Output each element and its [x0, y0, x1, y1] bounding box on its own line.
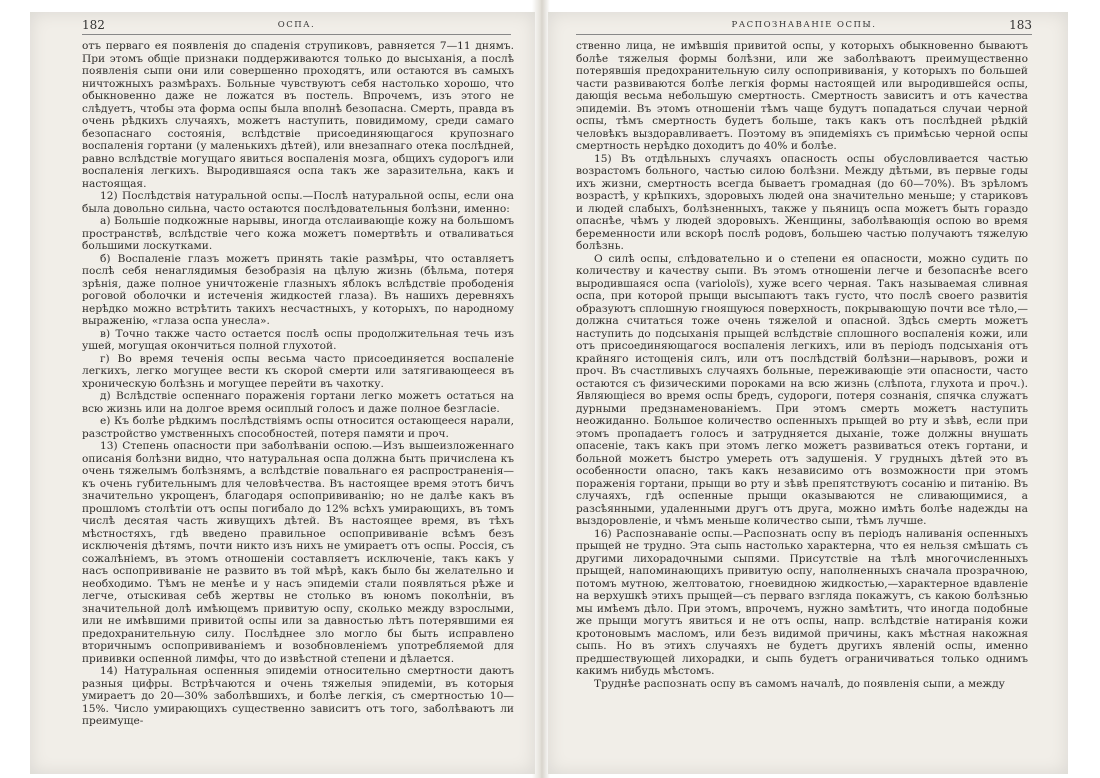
paragraph: ственно лица, не имѣвшія привитой оспы, у которыхъ обыкновенно бываютъ болѣе тяжелыя формы болѣзни, или же заболѣваютъ преимущественно потерявшія предохранительную силу оспопрививанія, у которыхъ по большей части развиваются болѣе легкія формы настоящей или выродившейся оспы, дающія весьма небольшую смертность. Смертность зависитъ и отъ качества эпидеміи. Въ этомъ отношеніи тѣмъ чаще будутъ попадаться случаи черной оспы, тѣмъ смертность будетъ больше, такъ какъ отъ послѣдней рѣдкій человѣкъ выздоравливаетъ. Поэтому въ эпидеміяхъ съ примѣсью черной оспы смертность нерѣдко доходитъ до 40% и болѣе. — [576, 40, 1028, 152]
right-page-body — [576, 40, 1028, 690]
paragraph: 12) Послѣдствія натуральной оспы.—Послѣ натуральной оспы, если она была довольно сильна, часто остаются послѣдовательныя болѣзни, именно: — [82, 190, 514, 215]
right-running-head: РАСПОЗНАВАНІЕ ОСПЫ. — [731, 20, 877, 30]
left-page — [30, 12, 535, 774]
paragraph: б) Воспаленіе глазъ можетъ принять такіе размѣры, что оставляетъ послѣ себя ненаглядимыя безобразія на цѣлую жизнь (бѣльма, потеря зрѣнія, даже полное уничтоженіе глазныхъ яблокъ вслѣдствіе прободенія роговой оболочки и истеченія жидкостей глаза). Въ нашихъ деревняхъ нерѣдко можно встрѣтить такихъ несчастныхъ, у которыхъ, по народному выраженію, «глаза оспа унесла». — [82, 252, 514, 327]
left-page-header — [82, 18, 511, 35]
right-page — [548, 12, 1068, 774]
paragraph: отъ перваго ея появленія до спаденія струпиковъ, равняется 7—11 днямъ. При этомъ общіе признаки поддерживаются только до высыханія, а послѣ появленія сыпи они или совершенно проходятъ, или остаются въ самыхъ ничтожныхъ размѣрахъ. Больные чувствуютъ себя настолько хорошо, что обыкновенно даже не ложатся въ постель. Впрочемъ, изъ этого не слѣдуетъ, чтобы эта форма оспы была вполнѣ безопасна. Смерть, правда въ очень рѣдкихъ случаяхъ, можетъ наступить, повидимому, среди самаго безопаснаго состоянія, вслѣдствіе присоединяющагося крупознаго воспаленія гортани (у маленькихъ дѣтей), или внезапнаго отека послѣдней, равно вслѣдствіе могущаго явиться воспаленія мозга, общихъ судорогъ или воспаленія легкихъ. Выродившаяся оспа такъ же заразительна, какъ и настоящая. — [82, 40, 514, 190]
right-page-number: 183 — [1009, 18, 1032, 32]
paragraph: г) Во время теченія оспы весьма часто присоединяется воспаленіе легкихъ, легко могущее вести къ скорой смерти или затягивающееся въ хроническую болѣзнь и могущее перейти въ чахотку. — [82, 352, 514, 390]
paragraph: 16) Распознаваніе оспы.—Распознать оспу въ періодъ наливанія оспенныхъ прыщей не трудно. Эта сыпь настолько характерна, что ея нельзя смѣшать съ другими лихорадочными сыпями. Присутствіе на тѣлѣ многочисленныхъ прыщей, напоминающихъ привитую оспу, наполненныхъ сначала прозрачною, потомъ мутною, желтоватою, гноевидною жидкостью,—характерное вдавленіе на верхушкѣ этихъ прыщей—съ перваго взгляда покажутъ, съ какою болѣзнью мы имѣемъ дѣло. При этомъ, впрочемъ, нужно замѣтить, что иногда подобные же прыщи могутъ явиться и не отъ оспы, напр. вслѣдствіе натиранія кожи кротоновымъ масломъ, или безъ видимой причины, какъ мѣстная накожная сыпь. Но въ этихъ случаяхъ не будетъ другихъ явленій оспы, именно предшествующей лихорадки, и сыпь будетъ ограничиваться только однимъ какимъ нибудь мѣстомъ. — [576, 527, 1028, 677]
paragraph: О силѣ оспы, слѣдовательно и о степени ея опасности, можно судить по количеству и качеству сыпи. Въ этомъ отношеніи легче и безопаснѣе всего выродившаяся оспа (varioloïs), хуже всего черная. Такъ называемая сливная оспа, при которой прыщи высыпаютъ такъ густо, что послѣ своего развитія образуютъ сплошную гноящуюся поверхность, покрывающую почти все тѣло,—должна считаться тоже очень тяжелой и опасной. Здѣсь смерть можетъ наступить до подсыханія прыщей вслѣдствіе сплошного воспаленія кожи, или отъ присоединяющагося воспаленія легкихъ, или въ періодъ подсыханія отъ крайняго истощенія силъ, или отъ послѣдствій болѣзни—нарывовъ, рожи и проч. Въ счастливыхъ случаяхъ больные, переживающіе эти опасности, часто остаются съ физическими пороками на всю жизнь (слѣпота, глухота и проч.). Являющіеся во время оспы бредъ, судороги, потеря сознанія, спячка служатъ дурными предзнаменованіемъ. При этомъ смерть можетъ наступить неожиданно. Большое количество оспенныхъ прыщей во рту и зѣвѣ, если при этомъ пропадаетъ голосъ и затрудняется дыханіе, тоже должны внушать опасеніе, такъ какъ при этомъ легко можетъ развиваться отекъ гортани, и больной можетъ быстро умереть отъ задушенія. У грудныхъ дѣтей это въ особенности опасно, такъ какъ независимо отъ возможности при этомъ пораженія гортани, прыщи во рту и зѣвѣ препятствуютъ сосанію и питанію. Въ случаяхъ, гдѣ оспенные прыщи оказываются не сливающимися, а разсѣянными, удаленными другъ отъ друга, можно имѣть болѣе надежды на выздоровленіе, и чѣмъ меньше количество сыпи, тѣмъ лучше. — [576, 252, 1028, 527]
paragraph: в) Точно также часто остается послѣ оспы продолжительная течь изъ ушей, могущая окончиться полной глухотой. — [82, 327, 514, 352]
left-running-head: ОСПА. — [277, 20, 316, 30]
right-page-header — [576, 18, 1032, 35]
paragraph: а) Большіе подкожные нарывы, иногда отслаивающіе кожу на большомъ пространствѣ, вслѣдствіе чего кожа можетъ помертвѣть и отваливаться большими лоскутками. — [82, 215, 514, 252]
left-page-number: 182 — [82, 18, 105, 32]
paragraph: 15) Въ отдѣльныхъ случаяхъ опасность оспы обусловливается частью возрастомъ больного, частью силою болѣзни. Между дѣтьми, въ первые годы ихъ жизни, смертность всегда бываетъ громадная (до 60—70%). Въ зрѣломъ возрастѣ, у крѣпкихъ, здоровыхъ людей она значительно меньше; у стариковъ и людей слабыхъ, болѣзненныхъ, также у пьяницъ оспа можетъ быть гораздо опаснѣе, чѣмъ у людей здоровыхъ. Женщины, заболѣвающія оспою во время беременности или вскорѣ послѣ родовъ, большею частью получаютъ тяжелую болѣзнь. — [576, 152, 1028, 252]
left-page-body — [82, 40, 514, 728]
paragraph: е) Къ болѣе рѣдкимъ послѣдствіямъ оспы относится остающееся нарали, разстройство умственныхъ способностей, потеря памяти и проч. — [82, 415, 514, 440]
paragraph: 13) Степень опасности при заболѣваніи оспою.—Изъ вышеизложеннаго описанія болѣзни видно, что натуральная оспа должна быть причислена къ очень тяжелымъ болѣзнямъ, а вслѣдствіе повальнаго ея распространенія—къ очень губительнымъ для человѣчества. Въ настоящее время этотъ бичъ значительно укрощенъ, благодаря оспопрививанію; но не далѣе какъ въ прошломъ столѣтіи отъ оспы погибало до 12% всѣхъ умирающихъ, въ томъ числѣ десятая часть живущихъ дѣтей. Въ настоящее время, въ тѣхъ мѣстностяхъ, гдѣ введено правильное оспопрививаніе всѣмъ безъ исключенія дѣтямъ, почти никто изъ нихъ не умираетъ отъ оспы. Россія, съ сожалѣніемъ, въ этомъ отношеніи составляетъ исключеніе, такъ какъ у насъ оспопрививаніе не развито въ той мѣрѣ, какъ было бы желательно и необходимо. Тѣмъ не менѣе и у насъ эпидеміи стали появляться рѣже и легче, отыскивая себѣ жертвы не столько въ юномъ поколѣніи, въ значительной долѣ имѣющемъ привитую оспу, сколько между взрослыми, или не имѣвшими привитой оспы или за давностью лѣтъ потерявшими ея предохранительную силу. Послѣднее зло могло бы быть исправлено вторичнымъ оспопрививаніемъ и возобновленіемъ употребляемой для прививки оспенной лимфы, что до извѣстной степени и дѣлается. — [82, 440, 514, 665]
paragraph: д) Вслѣдствіе оспеннаго пораженія гортани легко можетъ остаться на всю жизнь или на долгое время осиплый голосъ и даже полное безгласіе. — [82, 390, 514, 415]
paragraph: Труднѣе распознать оспу въ самомъ началѣ, до появленія сыпи, а между — [594, 677, 1005, 690]
paragraph: 14) Натуральная оспенныя эпидеміи относительно смертности даютъ разныя цифры. Встрѣчаются и очень тяжелыя эпидеміи, въ которыя умираетъ до 20—30% заболѣвшихъ, и болѣе легкія, съ смертностью 10—15%. Число умирающихъ существенно зависитъ отъ того, заболѣваютъ ли преимуще- — [82, 665, 514, 727]
